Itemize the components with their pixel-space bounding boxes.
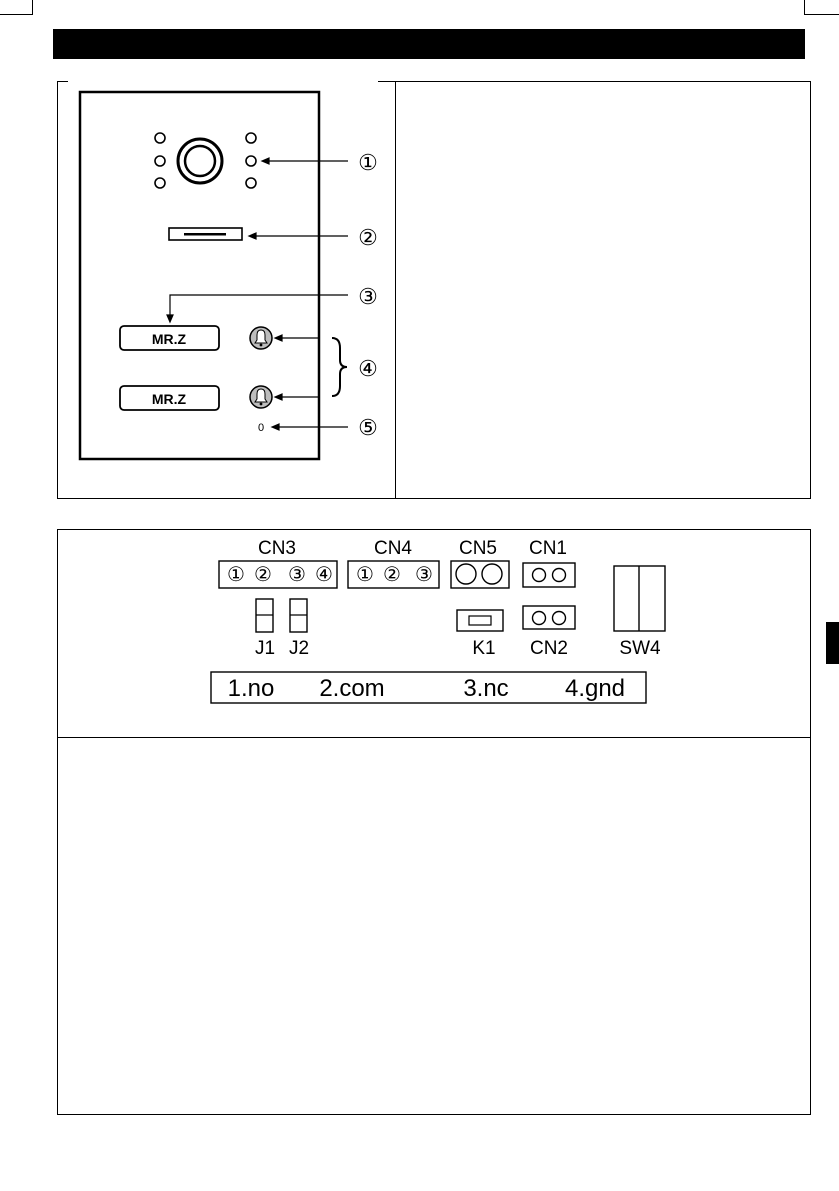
led-icon bbox=[246, 133, 256, 143]
cn1-connector bbox=[523, 563, 575, 587]
bell-button-2-icon bbox=[250, 386, 272, 408]
speaker-grille bbox=[184, 233, 226, 236]
callout-1: ① bbox=[358, 150, 378, 175]
led-icon bbox=[155, 133, 165, 143]
door-panel-box bbox=[57, 81, 811, 499]
cn2-pin bbox=[533, 612, 546, 625]
crop-mark-top-right-v bbox=[804, 0, 805, 15]
door-panel-diagram bbox=[58, 82, 398, 498]
j2-label: J2 bbox=[288, 638, 310, 659]
cn5-pin bbox=[482, 564, 502, 584]
cn1-pin bbox=[533, 569, 546, 582]
header-bar bbox=[53, 29, 805, 59]
cn4-pin-3: ③ bbox=[415, 564, 433, 586]
cn2-connector bbox=[523, 606, 575, 629]
cn3-pin-3: ③ bbox=[288, 564, 306, 586]
legend-4: 4.gnd bbox=[564, 675, 626, 702]
cn2-label: CN2 bbox=[529, 638, 569, 659]
callout-2: ② bbox=[358, 225, 378, 250]
terminal-diagram-box bbox=[57, 529, 811, 1115]
legend-1: 1.no bbox=[227, 675, 275, 702]
cn4-pin-1: ① bbox=[356, 564, 374, 586]
cn5-label: CN5 bbox=[458, 538, 498, 559]
indicator-label: 0 bbox=[257, 422, 265, 434]
cn5-pin bbox=[456, 564, 476, 584]
side-tab bbox=[826, 622, 839, 664]
cn3-pin-4: ④ bbox=[315, 564, 333, 586]
led-icon bbox=[246, 156, 256, 166]
cn3-pin-2: ② bbox=[254, 564, 272, 586]
callout-4: ④ bbox=[358, 356, 378, 381]
crop-mark-top-left-v bbox=[32, 0, 33, 15]
k1-actuator bbox=[469, 616, 491, 625]
cn4-pin-2: ② bbox=[383, 564, 401, 586]
callout-3: ③ bbox=[358, 284, 378, 309]
callout-5: ⑤ bbox=[358, 415, 378, 440]
cn3-label: CN3 bbox=[257, 538, 297, 559]
brace-icon bbox=[332, 338, 347, 396]
legend-3: 3.nc bbox=[463, 675, 509, 702]
bell-button-1-icon bbox=[250, 327, 272, 349]
cn2-pin bbox=[553, 612, 566, 625]
led-icon bbox=[155, 178, 165, 188]
sw4-label: SW4 bbox=[619, 638, 661, 659]
cn4-label: CN4 bbox=[373, 538, 413, 559]
cn3-pin-1: ① bbox=[227, 564, 245, 586]
cn1-pin bbox=[553, 569, 566, 582]
crop-mark-top-left-h bbox=[0, 14, 32, 15]
crop-mark-top-right-h bbox=[805, 14, 839, 15]
led-icon bbox=[246, 178, 256, 188]
cn1-label: CN1 bbox=[528, 538, 568, 559]
box-divider bbox=[58, 737, 810, 738]
nameplate-2-label: MR.Z bbox=[151, 391, 187, 407]
nameplate-1-label: MR.Z bbox=[151, 331, 187, 347]
camera-lens-icon bbox=[185, 146, 215, 176]
board-diagram bbox=[58, 530, 810, 736]
j1-label: J1 bbox=[254, 638, 276, 659]
legend-2: 2.com bbox=[319, 675, 385, 702]
k1-label: K1 bbox=[472, 638, 496, 659]
led-icon bbox=[155, 156, 165, 166]
